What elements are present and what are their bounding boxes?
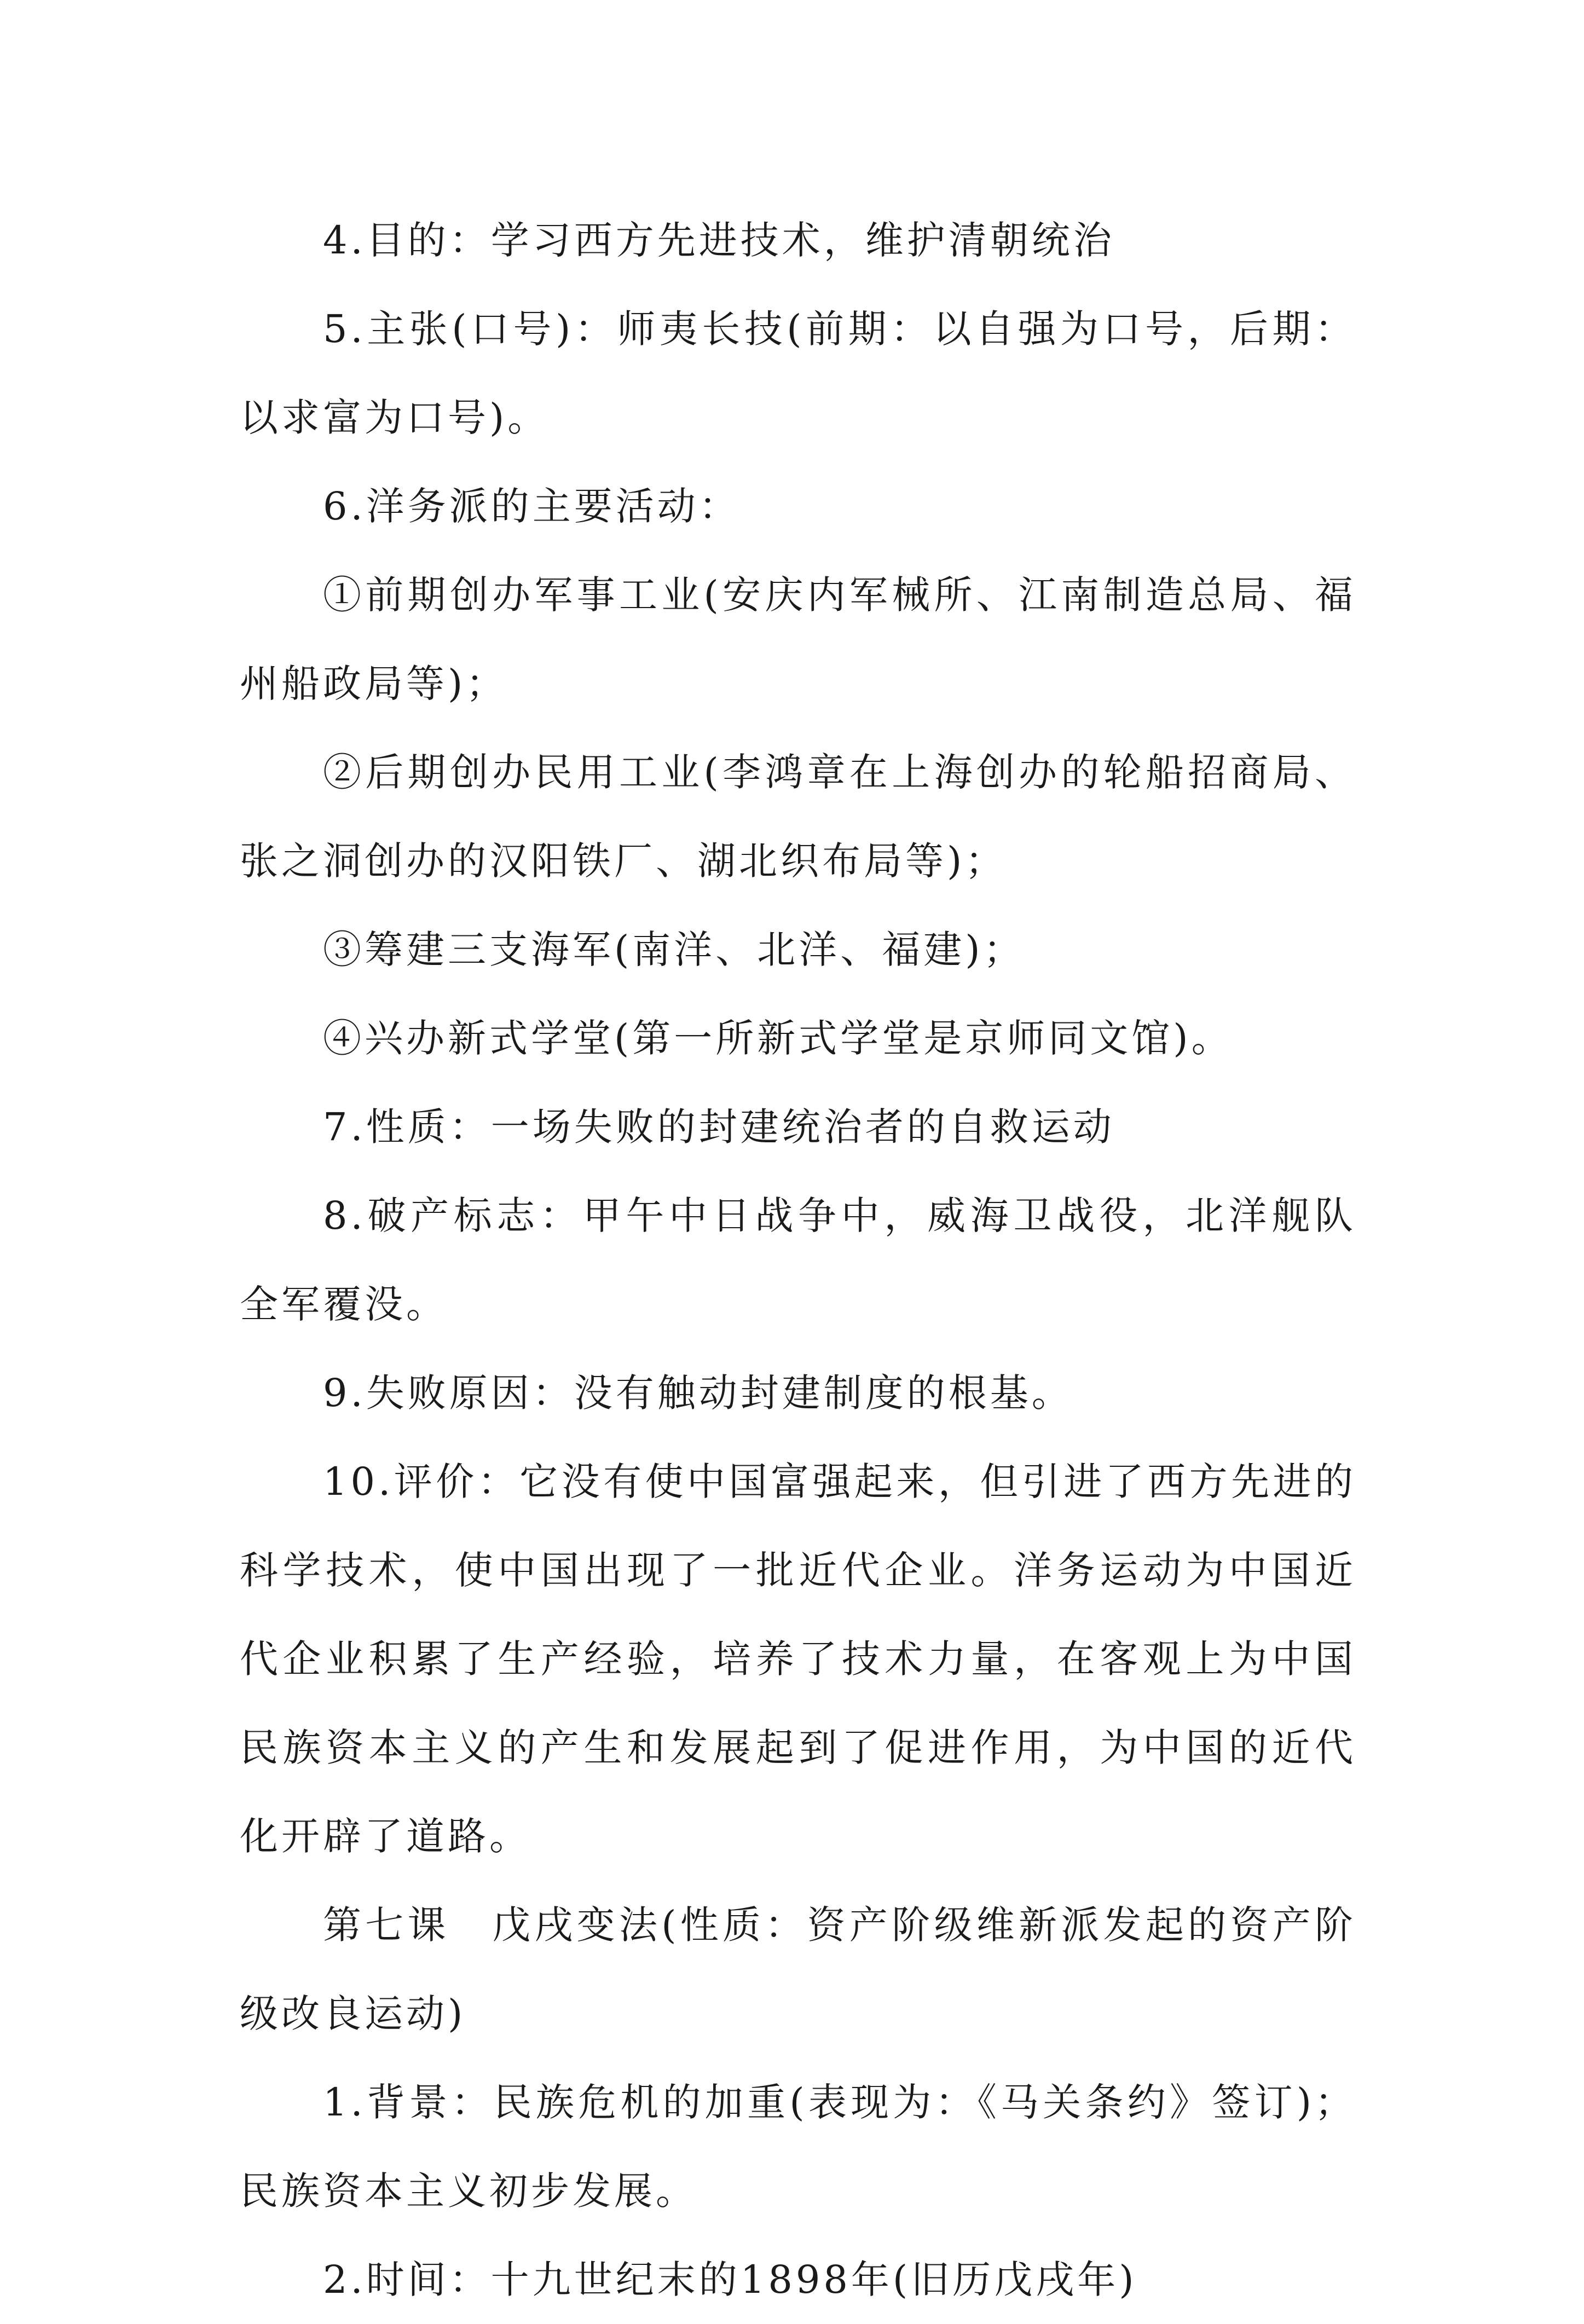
paragraph-schools: ④兴办新式学堂(第一所新式学堂是京师同文馆)。 — [323, 1016, 1233, 1061]
paragraph-bankruptcy: 8.破产标志：甲午中日战争中，威海卫战役，北洋舰队全军覆没。 — [240, 1193, 1356, 1327]
paragraph-evaluation: 10.评价：它没有使中国富强起来，但引进了西方先进的科学技术，使中国出现了一批近代企业。洋务运动为中国近代企业积累了生产经验，培养了技术力量，在客观上为中国民族资本主义的产生和发展起到了促进作用，为中国的近代化开辟了道路。 — [240, 1459, 1356, 1859]
paragraph-background: 1.背景：民族危机的加重(表现为：《马关条约》签订)；民族资本主义初步发展。 — [240, 2080, 1356, 2213]
paragraph-activities-heading: 6.洋务派的主要活动： — [323, 484, 741, 529]
paragraph-slogan: 5.主张(口号)：师夷长技(前期：以自强为口号，后期：以求富为口号)。 — [240, 307, 1356, 440]
lesson-heading: 第七课 戊戌变法(性质：资产阶级维新派发起的资产阶级改良运动) — [240, 1903, 1356, 2036]
paragraph-navy: ③筹建三支海军(南洋、北洋、福建)； — [323, 927, 1025, 972]
paragraph-nature: 7.性质：一场失败的封建统治者的自救运动 — [323, 1105, 1115, 1149]
paragraph-failure-reason: 9.失败原因：没有触动封建制度的根基。 — [323, 1371, 1073, 1415]
paragraph-time: 2.时间：十九世纪末的1898年(旧历戊戌年) — [323, 2257, 1137, 2302]
paragraph-military-industry: ①前期创办军事工业(安庆内军械所、江南制造总局、福州船政局等)； — [240, 573, 1356, 706]
paragraph-civil-industry: ②后期创办民用工业(李鸿章在上海创办的轮船招商局、张之洞创办的汉阳铁厂、湖北织布局等)； — [240, 750, 1356, 883]
paragraph-purpose: 4.目的：学习西方先进技术，维护清朝统治 — [323, 218, 1115, 263]
document-body — [240, 196, 1356, 2324]
